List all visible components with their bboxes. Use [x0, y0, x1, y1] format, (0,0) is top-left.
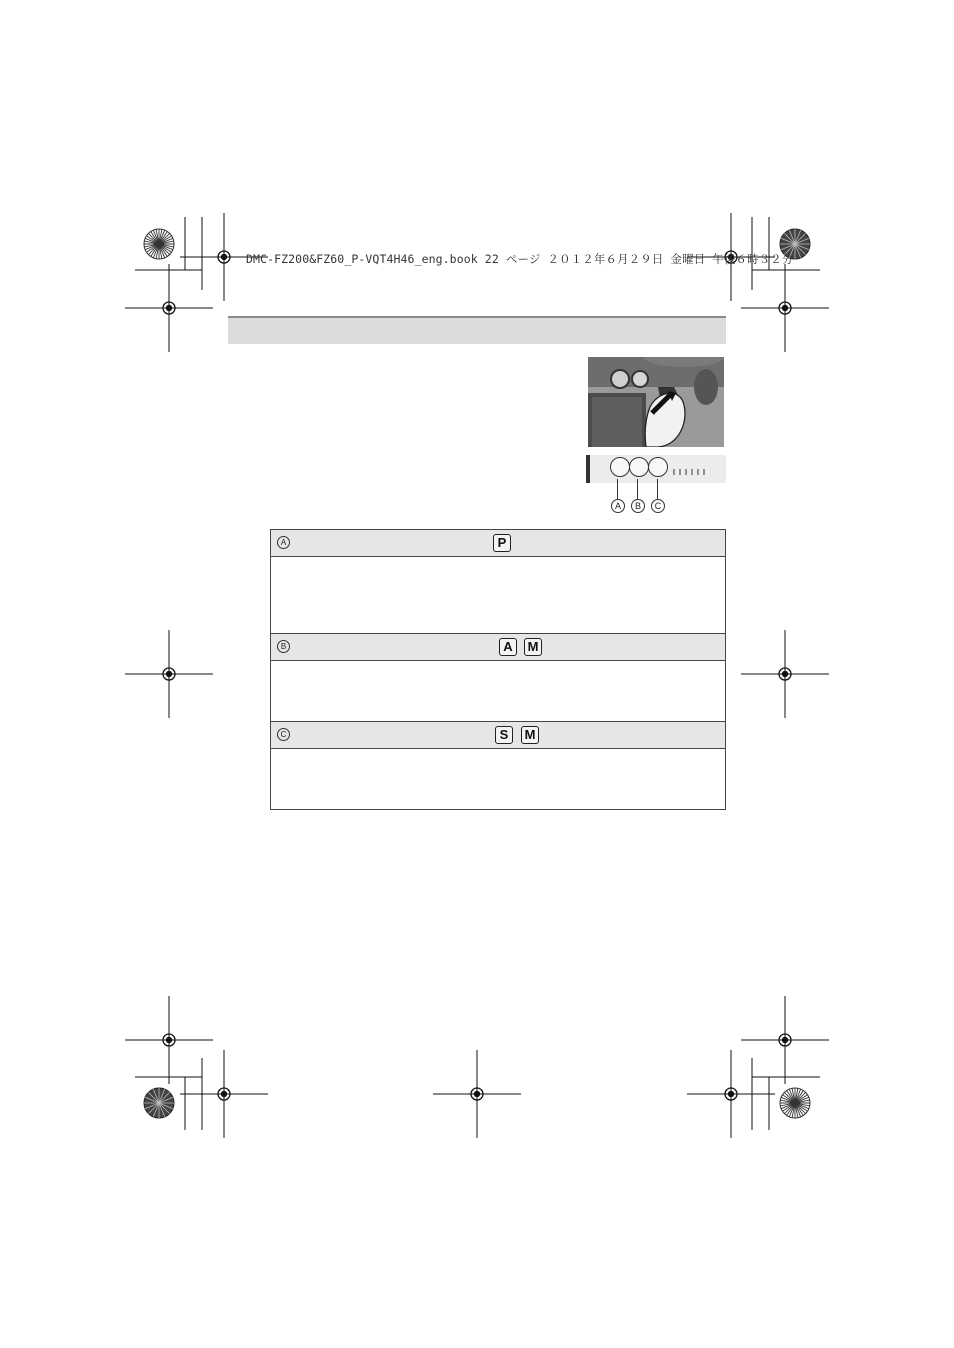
table-row-body-b: [271, 661, 725, 721]
section-title-bar: [228, 316, 726, 344]
row-marker-c: C: [277, 728, 290, 741]
table-row-body-c: [271, 749, 725, 809]
table-row-body-a: [271, 557, 725, 633]
indicator-circle-a: [610, 457, 630, 477]
callout-label-c: C: [651, 499, 665, 513]
dial-function-table: [270, 529, 726, 810]
callout-label-b: B: [631, 499, 645, 513]
callout-line-c: [657, 479, 658, 499]
mode-s-icon: S: [495, 726, 513, 744]
camera-dial-photo: [588, 357, 724, 447]
indicator-circle-b: [629, 457, 649, 477]
screen-indicator-strip: [586, 455, 726, 483]
table-row-header-b: [271, 633, 725, 661]
print-slug-header: DMC-FZ200&FZ60_P-VQT4H46_eng.book 22 ページ ２０１２年６月２９日 金曜日 午後６時３２分: [246, 252, 794, 266]
table-row-header-c: [271, 721, 725, 749]
callout-line-b: [637, 479, 638, 499]
scale-ticks-icon: [672, 467, 712, 477]
mode-m-icon: M: [521, 726, 539, 744]
row-marker-a: A: [277, 536, 290, 549]
indicator-circle-c: [648, 457, 668, 477]
mode-a-icon: A: [499, 638, 517, 656]
mode-m-icon: M: [524, 638, 542, 656]
callout-label-a: A: [611, 499, 625, 513]
table-row-header-a: [271, 530, 725, 557]
mode-p-icon: P: [493, 534, 511, 552]
row-marker-b: B: [277, 640, 290, 653]
callout-line-a: [617, 479, 618, 499]
